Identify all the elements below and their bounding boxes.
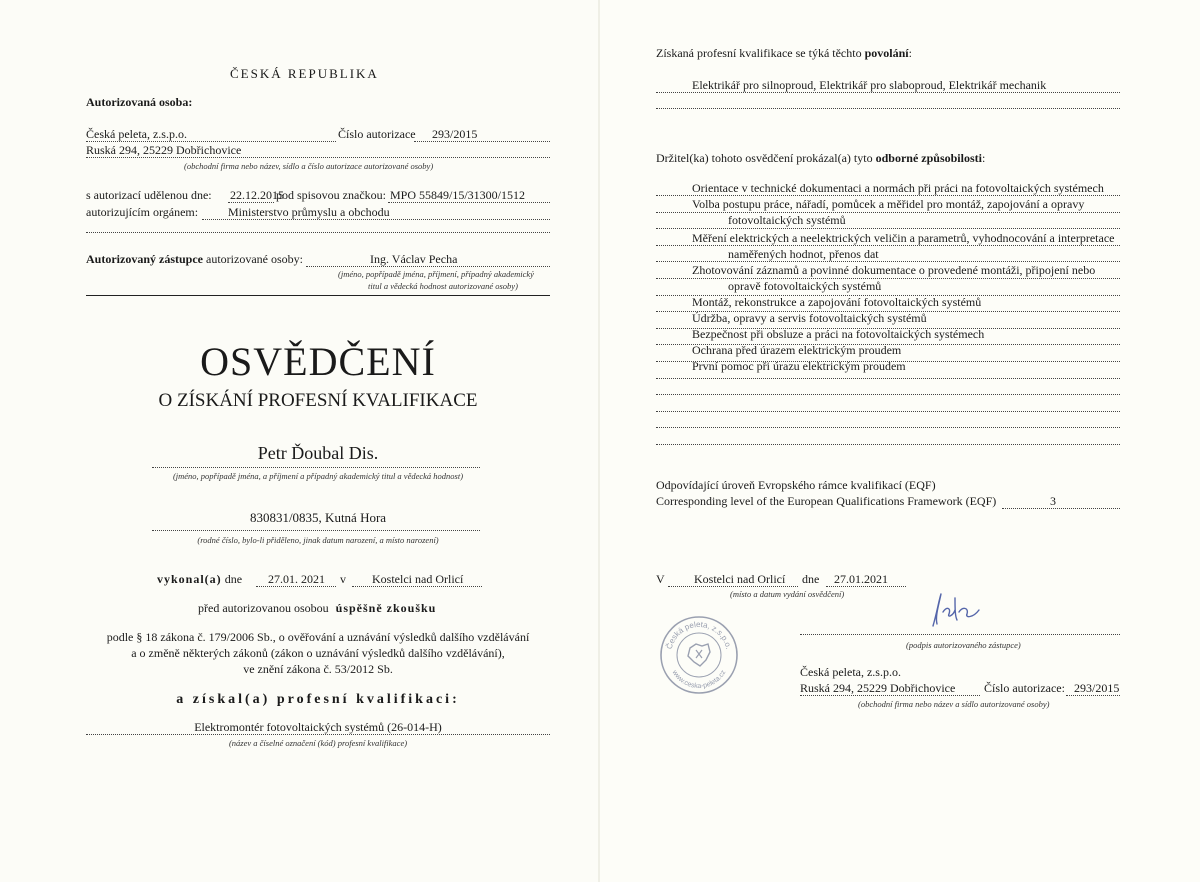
skill-line — [656, 245, 1120, 246]
holder-note: (jméno, popřípadě jména, a příjmení a případný akademický titul a vědecká hodnost) — [172, 471, 464, 481]
rep-label — [86, 252, 303, 267]
footer-auth-no-line — [1066, 695, 1120, 696]
firm-address-line — [86, 157, 550, 158]
exam-date: 27.01. 2021 — [268, 572, 325, 586]
skill-line — [656, 394, 1120, 395]
organ: Ministerstvo průmyslu a obchodu — [228, 205, 390, 219]
skill-item: Zhotovování záznamů a povinné dokumentace o provedené montáži, připojení nebo — [692, 263, 1096, 277]
organ-line — [202, 219, 550, 220]
eqf-level-line — [1002, 508, 1120, 509]
footer-firm-name: Česká peleta, z.s.p.o. — [800, 665, 901, 679]
skill-line — [656, 261, 1120, 262]
skill-item: Orientace v technické dokumentaci a normách při práci na fotovoltaických systémech — [692, 181, 1104, 195]
footer-firm-note: (obchodní firma nebo název a sídlo autorizované osoby) — [858, 699, 1050, 709]
exam-date-line — [256, 586, 336, 587]
rep-note-2: titul a vědecká hodnost autorizované osoby) — [368, 281, 518, 291]
auth-no-label: Číslo autorizace — [338, 127, 416, 141]
header-divider — [86, 295, 550, 296]
skill-line — [656, 361, 1120, 362]
file-no: MPO 55849/15/31300/1512 — [390, 188, 526, 202]
eqf-level: 3 — [1050, 494, 1056, 508]
professions-value: Elektrikář pro silnoproud, Elektrikář pro slaboproud, Elektrikář mechanik — [692, 78, 1047, 92]
skill-item: Montáž, rekonstrukce a zapojování fotovoltaických systémů — [692, 295, 982, 309]
signature-image — [925, 590, 985, 630]
footer-address-line — [800, 695, 980, 696]
performed-line — [157, 572, 242, 587]
organ-line-2 — [86, 232, 550, 233]
profession-intro: Získaná profesní kvalifikace se týká těchto — [656, 46, 862, 60]
skill-item: fotovoltaických systémů — [728, 213, 846, 227]
issue-date: 27.01.2021 — [834, 572, 888, 586]
granted-label: s autorizací udělenou dne: — [86, 188, 212, 202]
skill-line — [656, 378, 1120, 379]
professions-line-1 — [656, 92, 1120, 93]
issue-note: (místo a datum vydání osvědčení) — [730, 589, 845, 599]
exam-result: úspěšně zkoušku — [335, 601, 437, 615]
rep-note-1: (jméno, popřípadě jména, příjmení, případný akademický — [338, 269, 534, 279]
skill-line — [656, 427, 1120, 428]
rep-name: Ing. Václav Pecha — [370, 252, 458, 266]
exam-place-line — [352, 586, 482, 587]
issue-date-line — [826, 586, 906, 587]
stamp-url: www.ceska-peleta.cz — [670, 669, 728, 691]
skills-heading — [656, 151, 985, 166]
skill-item: Měření elektrických a neelektrických veličin a parametrů, vyhodnocování a interpretace — [692, 231, 1115, 245]
profession-bold: povolání — [864, 46, 909, 60]
eqf-label-cz: Odpovídající úroveň Evropského rámce kvalifikací (EQF) — [656, 478, 936, 492]
skill-item: naměřených hodnot, přenos dat — [728, 247, 879, 261]
file-label: pod spisovou značkou: — [276, 188, 386, 202]
skill-line — [656, 212, 1120, 213]
certificate-left-page — [0, 0, 598, 882]
file-no-line — [388, 202, 550, 203]
granted-date-line — [228, 202, 274, 203]
skill-line — [656, 344, 1120, 345]
skill-line — [656, 328, 1120, 329]
holder-name-line — [152, 467, 480, 468]
rep-label-bold: Autorizovaný zástupce — [86, 252, 203, 266]
performed-label: vykonal(a) — [157, 572, 222, 586]
before-text: před autorizovanou osobou — [198, 601, 329, 615]
before-line — [198, 601, 436, 616]
issue-day-label: dne — [802, 572, 820, 586]
skill-item: První pomoc při úrazu elektrickým proudem — [692, 359, 906, 373]
stamp-text: Česká peleta, z.s.p.o. — [664, 619, 734, 651]
professions-line-2 — [656, 108, 1120, 109]
footer-firm-address: Ruská 294, 25229 Dobřichovice — [800, 681, 956, 695]
holder-name: Petr Ďoubal Dis. — [257, 443, 379, 463]
skill-item: Bezpečnost při obsluze a práci na fotovoltaických systémech — [692, 327, 985, 341]
certificate-title: OSVĚDČENÍ — [200, 339, 436, 384]
eqf-label-en: Corresponding level of the European Qualifications Framework (EQF) — [656, 494, 997, 508]
profession-colon: : — [908, 46, 912, 60]
rep-name-line — [306, 266, 550, 267]
footer-auth-no: 293/2015 — [1074, 681, 1120, 695]
issue-place: Kostelci nad Orlicí — [694, 572, 786, 586]
country-heading: ČESKÁ REPUBLIKA — [230, 66, 379, 81]
skill-item: opravě fotovoltaických systémů — [728, 279, 882, 293]
day-label: dne — [224, 572, 243, 586]
acquired-heading: a získal(a) profesní kvalifikaci: — [176, 692, 460, 707]
issue-place-line — [668, 586, 798, 587]
auth-person-label: Autorizovaná osoba: — [86, 95, 193, 109]
skill-line — [656, 228, 1120, 229]
stamp-seal — [658, 614, 740, 696]
auth-no-line — [414, 141, 550, 142]
footer-auth-no-label: Číslo autorizace: — [984, 681, 1065, 695]
skill-item: Volba postupu práce, nářadí, pomůcek a měřidel pro montáž, zapojování a opravy — [692, 197, 1085, 211]
birth-info: 830831/0835, Kutná Hora — [249, 510, 387, 525]
birth-note: (rodné číslo, bylo-li přiděleno, jinak datum narození, a místo narození) — [197, 535, 439, 545]
firm-address: Ruská 294, 25229 Dobřichovice — [86, 143, 242, 157]
skill-line — [656, 295, 1120, 296]
qualification-note: (název a číselné označení (kód) profesní kvalifikace) — [228, 738, 408, 748]
skills-colon: : — [981, 151, 986, 165]
firm-name: Česká peleta, z.s.p.o. — [86, 127, 187, 141]
place-label: V — [656, 572, 665, 586]
organ-label: autorizujícím orgánem: — [86, 205, 199, 219]
exam-place: Kostelci nad Orlicí — [372, 572, 464, 586]
firm-name-line — [86, 141, 336, 142]
profession-heading — [656, 46, 912, 61]
granted-date: 22.12.2015 — [230, 188, 284, 202]
skill-line — [656, 311, 1120, 312]
auth-no: 293/2015 — [432, 127, 478, 141]
qualification-name: Elektromontér fotovoltaických systémů (26-014-H) — [194, 720, 442, 734]
skill-item: Údržba, opravy a servis fotovoltaických systémů — [692, 311, 927, 325]
birth-line — [152, 530, 480, 531]
qualification-line — [86, 734, 550, 735]
skill-line — [656, 195, 1120, 196]
in-label: v — [340, 572, 346, 586]
skill-line — [656, 278, 1120, 279]
skill-line — [656, 444, 1120, 445]
certificate-right-page — [600, 0, 1200, 882]
law-line-2: a o změně některých zákonů (zákon o uznávání výsledků dalšího vzdělávání), — [131, 646, 505, 660]
skill-line — [656, 411, 1120, 412]
skill-item: Ochrana před úrazem elektrickým proudem — [692, 343, 902, 357]
skills-bold: odborné způsobilosti — [875, 151, 982, 165]
firm-note: (obchodní firma nebo název, sídlo a číslo autorizace autorizované osoby) — [184, 161, 434, 171]
law-line-1: podle § 18 zákona č. 179/2006 Sb., o ověřování a uznávání výsledků dalšího vzdělávání — [106, 630, 530, 644]
signature-note: (podpis autorizovaného zástupce) — [906, 640, 1021, 650]
rep-label-rest: autorizované osoby: — [206, 252, 303, 266]
certificate-subtitle: O ZÍSKÁNÍ PROFESNÍ KVALIFIKACE — [158, 390, 478, 411]
law-line-3: ve znění zákona č. 53/2012 Sb. — [243, 662, 393, 676]
skills-intro: Držitel(ka) tohoto osvědčení prokázal(a) tyto — [656, 151, 873, 165]
signature-line — [800, 634, 1120, 635]
